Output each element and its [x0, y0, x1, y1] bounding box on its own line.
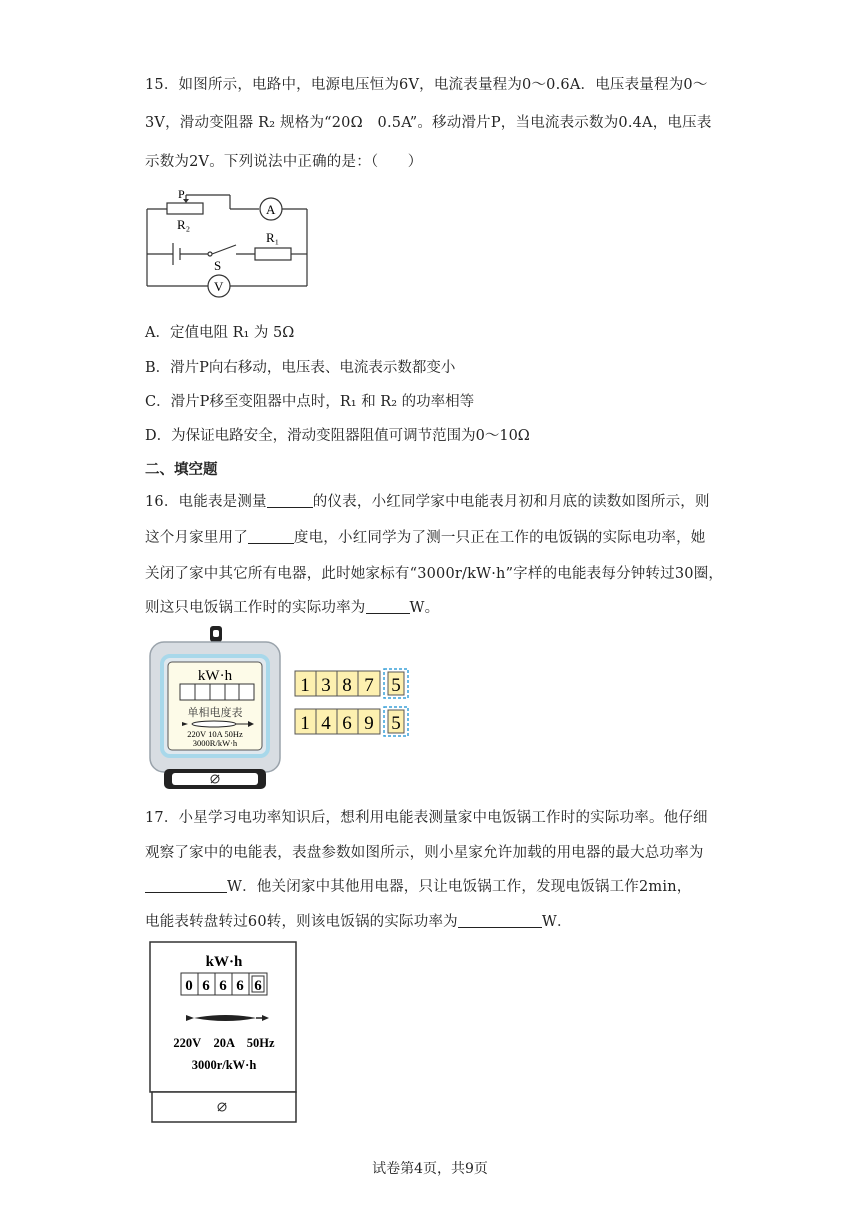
slider-label: P [178, 187, 185, 201]
svg-text:5: 5 [391, 713, 401, 734]
q16-line1: 16．电能表是测量 的仪表，小红同学家中电能表月初和月底的读数如图所示，则 [145, 494, 710, 510]
q17-line4: 电能表转盘转过60转，则该电饭锅的实际功率为 W． [145, 914, 572, 930]
svg-text:1: 1 [300, 675, 310, 696]
q15-option-d: D．为保证电路安全，滑动变阻器阻值可调节范围为0～10Ω [145, 428, 530, 444]
svg-text:3: 3 [321, 675, 331, 696]
svg-text:8: 8 [342, 675, 352, 696]
meter-name: 单相电度表 [187, 707, 243, 719]
blank-3[interactable] [366, 599, 410, 614]
svg-text:5: 5 [391, 675, 401, 696]
q15-option-b: B．滑片P向右移动，电压表、电流表示数都变小 [145, 360, 456, 376]
q15-line3: 示数为2V。下列说法中正确的是：（ ） [145, 154, 423, 170]
meter-unit: kW·h [197, 668, 233, 684]
q17-line3: W．他关闭家中其他用电器，只让电饭锅工作，发现电饭锅工作2min， [145, 875, 691, 896]
page-footer: 试卷第4页，共9页 [372, 1161, 488, 1177]
svg-text:6: 6 [202, 978, 210, 994]
meter2-spec2: 3000r/kW·h [191, 1058, 257, 1072]
meter-2-figure [148, 940, 300, 1126]
svg-text:4: 4 [321, 713, 331, 734]
meter2-spec1: 220V 20A 50Hz [173, 1036, 275, 1050]
svg-text:6: 6 [254, 978, 262, 994]
meter-spec2: 3000R/kW·h [192, 738, 238, 748]
q16-line4: 则这只电饭锅工作时的实际功率为 W。 [145, 600, 440, 616]
q15-option-a: A．定值电阻 R₁ 为 5Ω [145, 325, 295, 341]
voltmeter-label: V [214, 279, 224, 294]
svg-text:6: 6 [219, 978, 227, 994]
svg-text:7: 7 [364, 675, 374, 696]
svg-text:6: 6 [236, 978, 244, 994]
reading-start [295, 669, 408, 698]
reading-end [295, 707, 408, 736]
switch-label: S [214, 258, 222, 273]
electric-meter-figure [148, 624, 418, 794]
blank-4[interactable] [145, 878, 227, 893]
q16-line3: 关闭了家中其它所有电器，此时她家标有“3000r/kW·h”字样的电能表每分钟转过30圈， [145, 566, 724, 582]
svg-text:0: 0 [185, 978, 193, 994]
r1-label: R₁ [266, 230, 280, 245]
circuit-diagram [138, 185, 318, 303]
blank-5[interactable] [458, 913, 542, 928]
svg-text:6: 6 [342, 713, 352, 734]
q15-option-c: C．滑片P移至变阻器中点时，R₁ 和 R₂ 的功率相等 [145, 394, 475, 410]
r2-label: R₂ [177, 217, 191, 232]
q16-line2: 这个月家里用了 度电，小红同学为了测一只正在工作的电饭锅的实际电功率，她 [145, 530, 706, 546]
r1-resistor [255, 248, 291, 260]
svg-text:9: 9 [364, 713, 374, 734]
blank-1[interactable] [267, 493, 313, 508]
q17-line2: 观察了家中的电能表，表盘参数如图所示，则小星家允许加载的用电器的最大总功率为 [145, 845, 704, 861]
r2-resistor [167, 203, 203, 214]
svg-text:1: 1 [300, 713, 310, 734]
meter-spec1: 220V 10A 50Hz [187, 729, 243, 739]
q15-line1: 15．如图所示，电路中，电源电压恒为6V，电流表量程为0～0.6A．电压表量程为0～ [145, 77, 708, 93]
blank-2[interactable] [248, 529, 294, 544]
meter2-unit: kW·h [205, 954, 243, 970]
q15-line2: 3V，滑动变阻器 R₂ 规格为“20Ω 0.5A”。移动滑片P，当电流表示数为0.4A，电压表 [145, 115, 712, 131]
q17-line1: 17．小星学习电功率知识后，想利用电能表测量家中电饭锅工作时的实际功率。他仔细 [145, 810, 708, 826]
ammeter-label: A [266, 202, 276, 217]
section-title: 二、填空题 [145, 462, 218, 478]
